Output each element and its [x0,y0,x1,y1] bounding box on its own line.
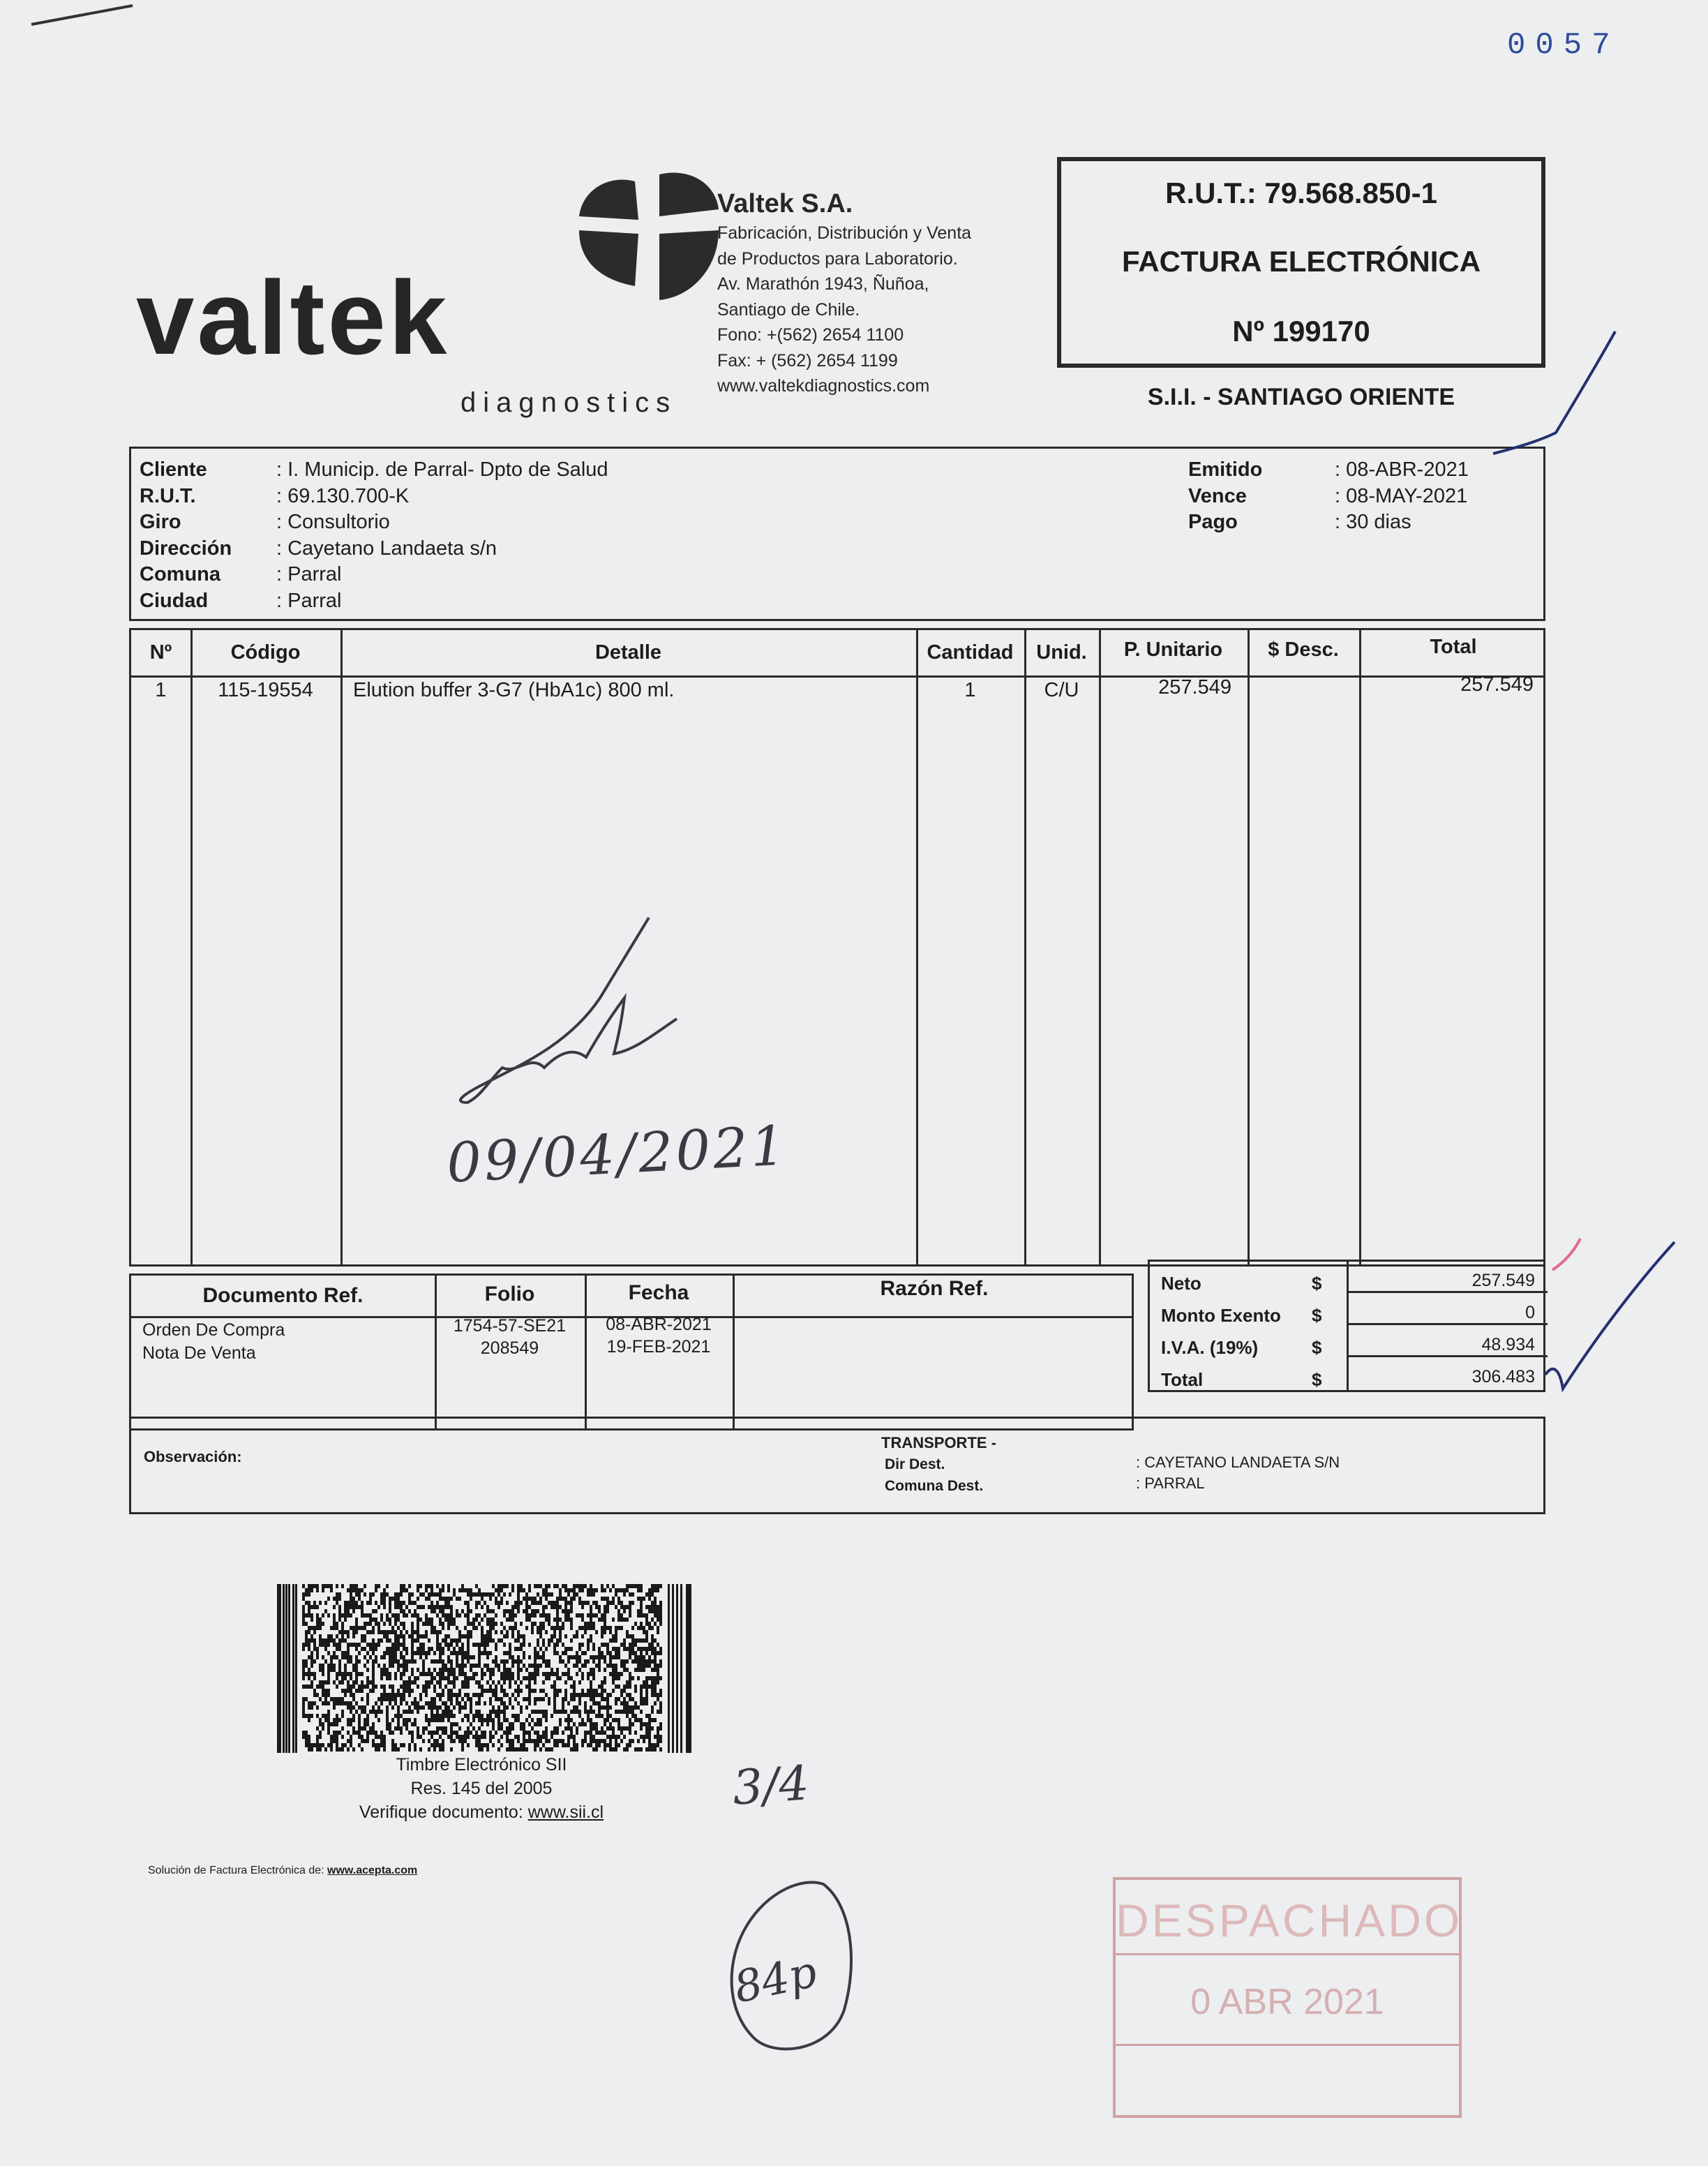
item-detalle: Elution buffer 3-G7 (HbA1c) 800 ml. [353,679,675,701]
client-label-direccion: Dirección [140,537,232,560]
date-value-emitido: : 08-ABR-2021 [1335,458,1469,481]
col-divider [916,630,918,1264]
col-header-detalle: Detalle [594,641,662,664]
solution-link[interactable]: www.acepta.com [327,1865,418,1876]
dir-dest-value: : CAYETANO LANDAETA S/N [1136,1454,1340,1471]
ref-fecha-2: 19-FEB-2021 [606,1337,711,1357]
issuer-phone: Fono: +(562) 2654 1100 [717,325,904,345]
date-value-vence: : 08-MAY-2021 [1335,484,1468,507]
stamp-line [1116,1953,1459,1955]
total-label-neto: Neto [1161,1273,1201,1294]
client-value-comuna: : Parral [276,563,342,585]
totals-labels [1161,1267,1281,1396]
item-num: 1 [155,679,167,701]
date-value-pago: : 30 dias [1335,511,1411,533]
client-label-giro: Giro [140,511,181,533]
sii-verify-link[interactable]: www.sii.cl [527,1802,604,1822]
rubber-stamp [1113,1877,1462,2118]
currency-sign: $ [1312,1369,1322,1390]
date-label-emitido: Emitido [1188,458,1263,481]
client-value-rut: : 69.130.700-K [276,484,410,507]
document-number: Nº 199170 [1232,315,1370,348]
observation-label: Observación: [144,1448,242,1465]
ref-fecha-col [585,1313,733,1358]
ref-fecha-1: 08-ABR-2021 [606,1315,712,1334]
client-labels [140,457,232,614]
issuer-rut: R.U.T.: 79.568.850-1 [1165,177,1437,209]
ref-doc-col [142,1319,285,1365]
item-total: 257.549 [1460,673,1534,696]
totals-currency [1312,1267,1321,1396]
pdf417-barcode [277,1584,691,1753]
ref-doc-1: Orden De Compra [142,1320,285,1340]
observation-box [129,1417,1545,1514]
item-codigo: 115-19554 [218,679,313,701]
col-header-num: Nº [149,641,172,664]
issuer-web: www.valtekdiagnostics.com [717,376,930,396]
client-label-cliente: Cliente [140,458,207,481]
client-label-ciudad: Ciudad [140,589,209,612]
ref-folio-1: 1754-57-SE21 [453,1316,567,1336]
total-label-exento: Monto Exento [1161,1305,1281,1326]
col-divider [1248,630,1250,1264]
col-divider [190,630,193,1264]
sii-stamp-line1: Timbre Electrónico SII [396,1755,567,1775]
rubber-stamp-date: 0 ABR 2021 [1190,1982,1384,2022]
col-header-cantidad: Cantidad [927,641,1014,664]
issuer-name: Valtek S.A. [717,189,853,218]
document-box [1057,157,1545,368]
ref-header-fecha: Fecha [628,1281,689,1304]
valtek-logo [136,167,694,426]
currency-sign: $ [1312,1273,1322,1294]
total-value-total: 306.483 [1471,1367,1535,1387]
total-value-exento: 0 [1525,1303,1535,1322]
valtek-logo-mark [569,167,729,314]
col-divider [340,630,343,1264]
ref-doc-2: Nota De Venta [142,1343,256,1363]
document-type: FACTURA ELECTRÓNICA [1121,245,1481,278]
ref-header-folio: Folio [484,1283,535,1306]
comuna-dest-value: : PARRAL [1136,1474,1205,1492]
signature [447,914,712,1116]
reference-table [129,1274,1134,1431]
client-value-giro: : Consultorio [276,511,390,533]
col-header-total: Total [1430,636,1477,658]
ref-folio-col [435,1315,585,1359]
total-value-neto: 257.549 [1471,1271,1535,1290]
ref-header-razon: Razón Ref. [880,1277,989,1300]
client-box [129,447,1545,621]
totals-divider [1347,1262,1349,1390]
date-label-pago: Pago [1188,511,1238,533]
sii-verify-text: Verifique documento: [359,1802,528,1822]
issuer-line1: Fabricación, Distribución y Venta [717,223,972,243]
col-header-punitario: P. Unitario [1123,638,1223,661]
handwritten-circled-text: 84p [729,1945,821,2013]
col-divider [1024,630,1026,1264]
totals-values [1352,1264,1535,1393]
total-label-iva: I.V.A. (19%) [1161,1337,1259,1358]
col-header-desc: $ Desc. [1268,638,1339,661]
col-header-codigo: Código [230,641,301,664]
date-label-vence: Vence [1188,484,1247,507]
items-table [129,628,1545,1267]
sii-office: S.I.I. - SANTIAGO ORIENTE [1147,384,1455,410]
items-header-divider [131,675,1543,678]
col-divider [1099,630,1101,1264]
item-cantidad: 1 [964,679,976,701]
client-value-direccion: : Cayetano Landaeta s/n [276,537,497,560]
client-values [276,457,608,614]
comuna-dest-label: Comuna Dest. [885,1478,984,1494]
client-value-ciudad: : Parral [276,589,342,612]
total-label-total: Total [1161,1369,1204,1390]
currency-sign: $ [1312,1305,1322,1326]
solution-text: Solución de Factura Electrónica de: [148,1865,328,1876]
currency-sign: $ [1312,1337,1322,1358]
item-punitario: 257.549 [1158,676,1231,699]
dir-dest-label: Dir Dest. [885,1456,945,1472]
checkmark-icon [1493,328,1619,461]
page-number: 0057 [1507,28,1620,63]
sii-stamp-line2: Res. 145 del 2005 [410,1779,553,1798]
col-divider [1359,630,1361,1264]
sii-stamp-line3 [293,1800,670,1824]
issuer-block [717,187,1080,399]
transport-label: TRANSPORTE - [881,1434,996,1451]
ref-header-doc: Documento Ref. [202,1284,364,1307]
date-labels [1188,457,1262,536]
date-values [1335,457,1469,536]
handwritten-fraction: 3/4 [731,1756,811,1816]
client-label-rut: R.U.T. [140,484,196,507]
solution-note [148,1865,417,1877]
issuer-line3: Av. Marathón 1943, Ñuñoa, [717,274,929,294]
stamp-line [1116,2044,1459,2046]
client-label-comuna: Comuna [140,563,220,585]
totals-box [1148,1260,1545,1392]
client-value-cliente: : I. Municip. de Parral- Dpto de Salud [276,458,608,481]
handwritten-date: 09/04/2021 [444,1114,790,1195]
checkmark-icon [1549,1235,1584,1277]
col-header-unid: Unid. [1036,641,1087,664]
issuer-line2: de Productos para Laboratorio. [717,248,958,269]
ref-folio-2: 208549 [480,1338,539,1358]
pen-mark [28,0,140,28]
logo-word: valtek [136,259,450,376]
issuer-fax: Fax: + (562) 2654 1199 [717,350,898,371]
sii-stamp-text [293,1753,670,1824]
issuer-line4: Santiago de Chile. [717,299,860,320]
logo-sub: diagnostics [460,387,677,418]
item-unid: C/U [1044,679,1079,701]
total-value-iva: 48.934 [1481,1335,1535,1354]
rubber-stamp-title: DESPACHADO [1116,1895,1463,1946]
